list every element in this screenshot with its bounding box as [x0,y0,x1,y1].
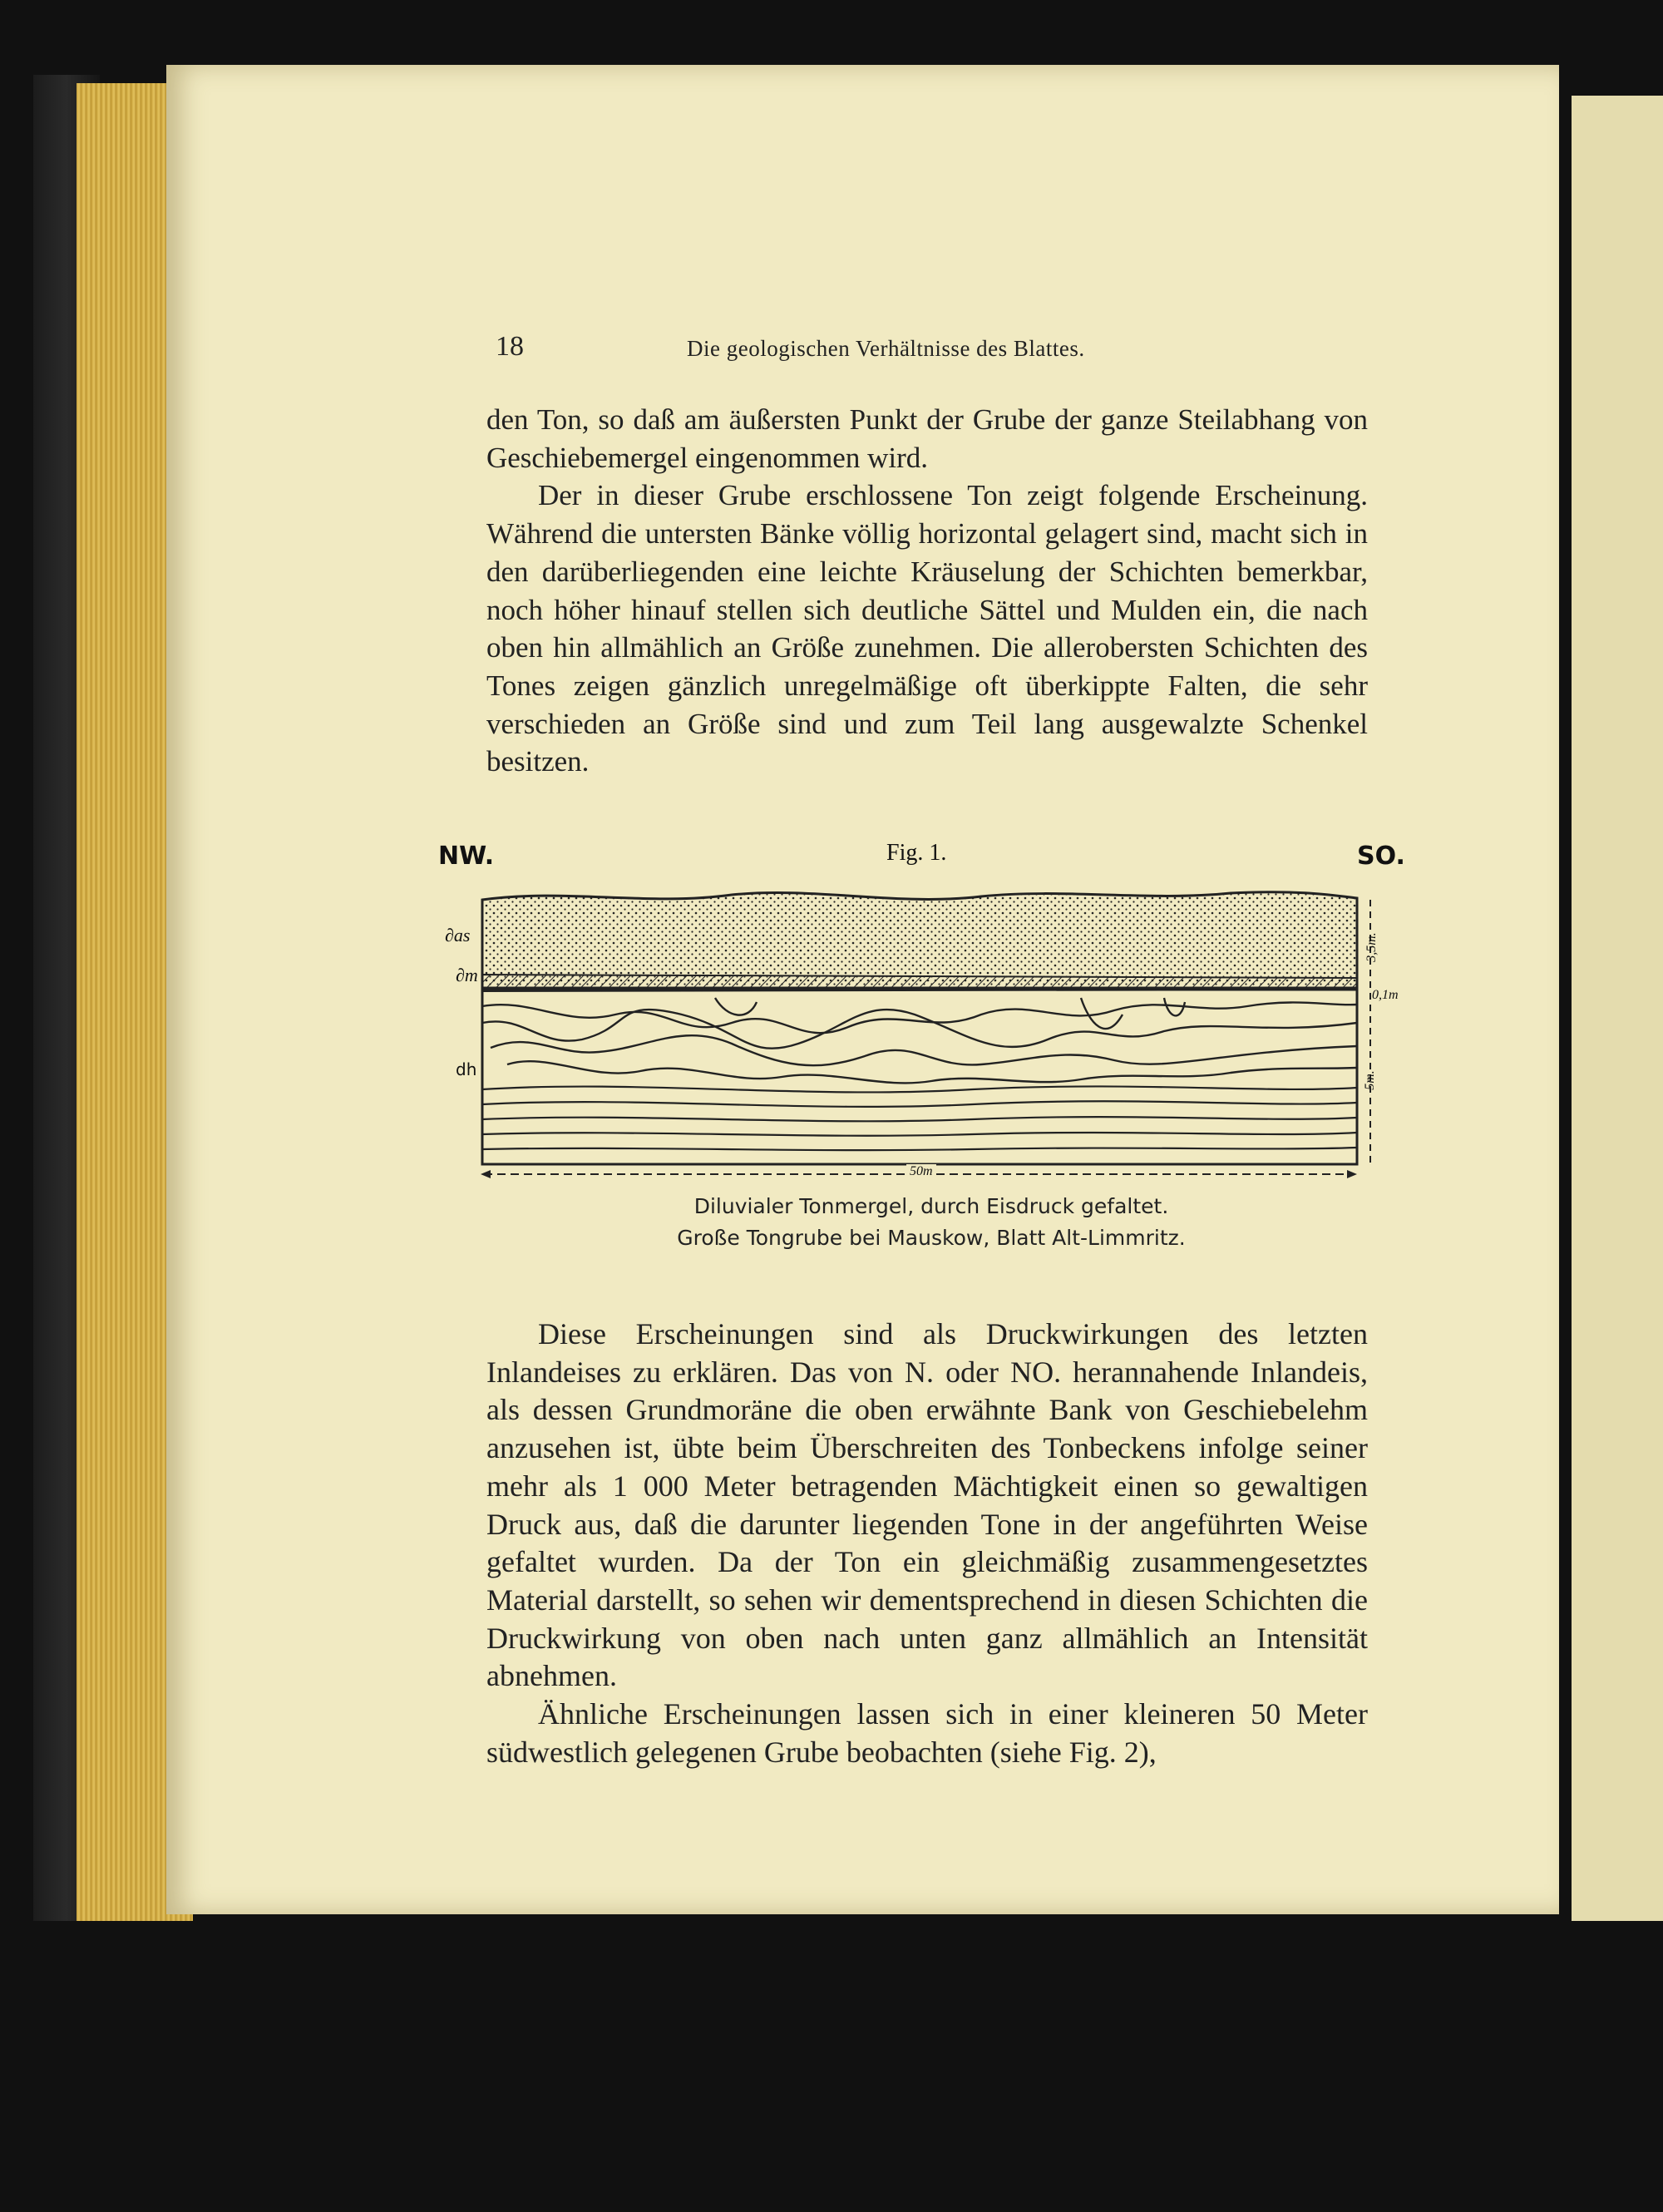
page-number: 18 [496,331,524,362]
next-page-edge [1572,96,1663,1921]
sand-layer [482,892,1357,988]
geological-cross-section [432,881,1414,1197]
layer-label-dm: ∂m [456,965,478,985]
layer-label-das: ∂as [445,925,471,946]
paragraph-1: den Ton, so daß am äußersten Punkt der Grube der ganze Steilabhang von Geschiebemergel eingenommen wird. [486,403,1368,474]
bottom-text [486,1316,1368,1771]
paragraph-2: Der in dieser Grube erschlossene Ton zeigt folgende Erscheinung. Während die untersten Bänke völlig horizontal gelagert sind, macht sich in den darüberliegenden eine leichte Kräuselung der Schichten bemerkbar, noch höher hinauf stellen sich deutliche Sättel und Mulden ein, die nach oben hin allmählich an Größe zunehmen. Die allerobersten Schichten des Tones zeigen gänzlich unregelmäßige oft überkippte Falten, die sehr verschieden an Größe sind und zum Teil lang ausgewalzte Schenkel besitzen. [486,479,1368,778]
direction-nw: NW. [438,842,495,871]
direction-so: SO. [1357,842,1405,871]
running-title: Die geologischen Verhältnisse des Blattes. [687,336,1085,361]
scale-label-clay: 5m. [1362,1070,1377,1090]
caption-line-1: Diluvialer Tonmergel, durch Eisdruck gefaltet. [693,1194,1169,1218]
width-scale-label: 50m [906,1164,936,1179]
scale-label-sand: 3,5m. [1364,932,1379,962]
paragraph-3: Diese Erscheinungen sind als Druckwirkungen des letzten Inlandeises zu erklären. Das von N. oder NO. herannahende Inlandeis, als dessen Grundmoräne die oben erwähnte Bank von Geschiebelehm anzusehen ist, übte beim Überschreiten des Tonbeckens infolge seiner mehr als 1 000 Meter betragenden Mächtigkeit einen so gewaltigen Druck aus, daß die darunter liegenden Tone in der angeführten Weise gefaltet wurden. Da der Ton ein gleichmäßig zusammengesetztes Material darstellt, so sehen wir dementsprechend in diesen Schichten die Druckwirkung von oben nach unten ganz allmählich an Intensität abnehmen. [486,1317,1368,1693]
top-text [486,401,1368,781]
figure-title: Fig. 1. [886,840,947,866]
paragraph-4: Ähnliche Erscheinungen lassen sich in einer kleineren 50 Meter südwestlich gelegenen Grube beobachten (siehe Fig. 2), [486,1697,1368,1769]
figure-caption [466,1191,1397,1254]
scale-label-till: 0,1m [1372,988,1399,1002]
caption-line-2: Große Tongrube bei Mauskow, Blatt Alt-Limmritz. [677,1226,1186,1250]
layer-label-dh: dh [456,1059,477,1079]
page-header [496,331,1369,373]
